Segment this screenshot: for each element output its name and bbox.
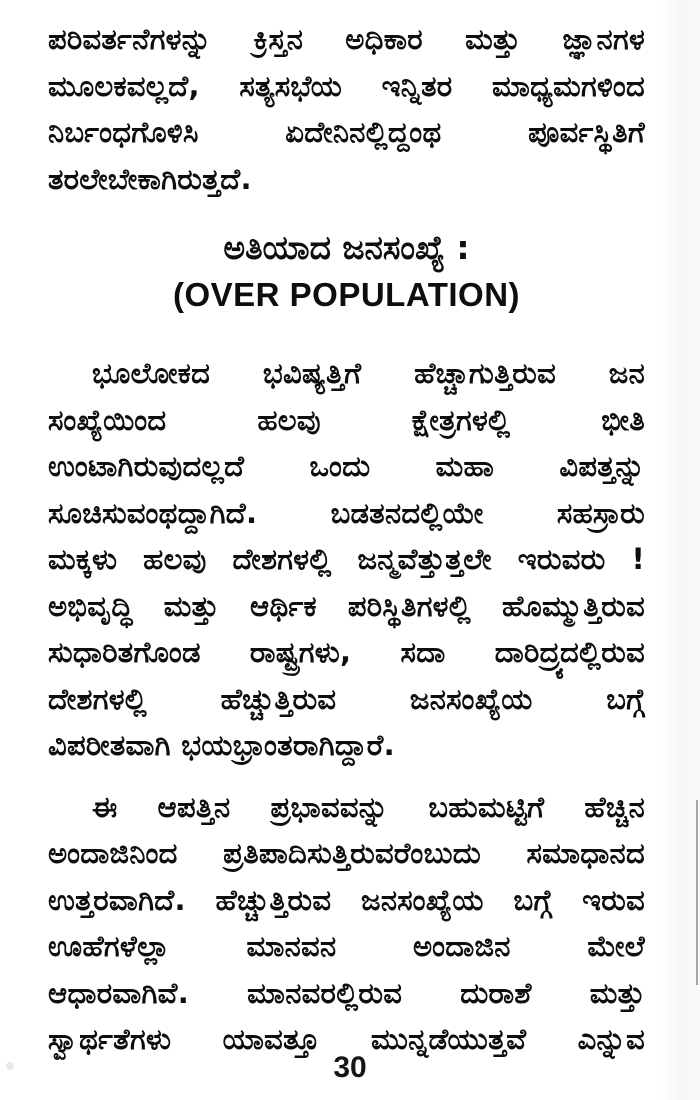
scan-edge-shadow [658, 0, 700, 1100]
text-line: ಊಹೆಗಳೆಲ್ಲಾ ಮಾನವನ ಅಂದಾಜಿನ ಮೇಲೆ [48, 929, 645, 963]
paragraph-estimates [48, 784, 645, 1063]
text-line: ಈ ಆಪತ್ತಿನ ಪ್ರಭಾವವನ್ನು ಬಹುಮಟ್ಟಿಗೆ ಹೆಚ್ಚಿನ [92, 789, 645, 824]
text-line: ಸಂಖ್ಯೆಯಿಂದ ಹಲವು ಕ್ಷೇತ್ರಗಳಲ್ಲಿ ಭೀತಿ [48, 402, 645, 437]
text-line: ಸ್ವಾರ್ಥತೆಗಳು ಯಾವತ್ತೂ ಮುನ್ನಡೆಯುತ್ತವೆ ಎನ್ನುವ [48, 1022, 645, 1056]
text-line: ಭೂಲೋಕದ ಭವಿಷ್ಯತ್ತಿಗೆ ಹೆಚ್ಚಾಗುತ್ತಿರುವ ಜನ [92, 356, 645, 390]
text-line: ಮೂಲಕವಲ್ಲದೆ, ಸತ್ಯಸಭೆಯ ಇನ್ನಿತರ ಮಾಧ್ಯಮಗಳಿಂದ [48, 68, 645, 103]
text-line: ಪರಿವರ್ತನೆಗಳನ್ನು ಕ್ರಿಸ್ತನ ಅಧಿಕಾರ ಮತ್ತು ಜ್ಞಾನಗಳ [48, 22, 645, 56]
text-line: ನಿರ್ಬಂಧಗೊಳಿಸಿ ಏದೇನಿನಲ್ಲಿದ್ದಂಥ ಪೂರ್ವಸ್ಥಿತಿಗೆ [48, 115, 645, 149]
text-line: ಸೂಚಿಸುವಂಥದ್ದಾಗಿದೆ. ಬಡತನದಲ್ಲಿಯೇ ಸಹಸ್ರಾರು [48, 495, 645, 530]
text-line: ದೇಶಗಳಲ್ಲಿ ಹೆಚ್ಚುತ್ತಿರುವ ಜನಸಂಖ್ಯೆಯ ಬಗ್ಗೆ [48, 681, 645, 716]
text-line: ಉಂಟಾಗಿರುವುದಲ್ಲದೆ ಒಂದು ಮಹಾ ವಿಪತ್ತನ್ನು [48, 449, 645, 483]
text-line: ಉತ್ತರವಾಗಿದೆ. ಹೆಚ್ಚುತ್ತಿರುವ ಜನಸಂಖ್ಯೆಯ ಬಗ್ಗೆ ಇರುವ [48, 882, 645, 917]
paragraph-overpopulation-intro [48, 350, 645, 769]
page-content [48, 16, 645, 1063]
section-heading-kannada: ಅತಿಯಾದ ಜನಸಂಖ್ಯೆ : [223, 228, 470, 267]
scan-line-artifact [696, 800, 698, 985]
page-number: 30 [333, 1051, 367, 1084]
text-line: ವಿಪರೀತವಾಗಿ ಭಯಭ್ರಾಂತರಾಗಿದ್ದಾರೆ. [48, 728, 395, 762]
text-line: ಅಂದಾಜಿನಿಂದ ಪ್ರತಿಪಾದಿಸುತ್ತಿರುವರೆಂಬುದು ಸಮಾಧಾನದ [48, 836, 645, 870]
text-line: ತರಲೇಬೇಕಾಗಿರುತ್ತದೆ. [48, 161, 252, 196]
section-heading-english: (OVER POPULATION) [172, 276, 521, 313]
text-line: ಸುಧಾರಿತಗೊಂಡ ರಾಷ್ಟ್ರಗಳು, ಸದಾ ದಾರಿದ್ರ್ಯದಲ್ಲಿರುವ [48, 635, 645, 669]
text-line: ಮಕ್ಕಳು ಹಲವು ದೇಶಗಳಲ್ಲಿ ಜನ್ಮವೆತ್ತುತ್ತಲೇ ಇರುವರು ! [48, 542, 645, 576]
text-line: ಆಧಾರವಾಗಿವೆ. ಮಾನವರಲ್ಲಿರುವ ದುರಾಶೆ ಮತ್ತು [48, 975, 645, 1010]
text-line: ಅಭಿವೃದ್ಧಿ ಮತ್ತು ಆರ್ಥಿಕ ಪರಿಸ್ಥಿತಿಗಳಲ್ಲಿ ಹೊಮ್ಮುತ್ತಿರುವ [48, 588, 645, 623]
paragraph-continuation [48, 16, 645, 202]
